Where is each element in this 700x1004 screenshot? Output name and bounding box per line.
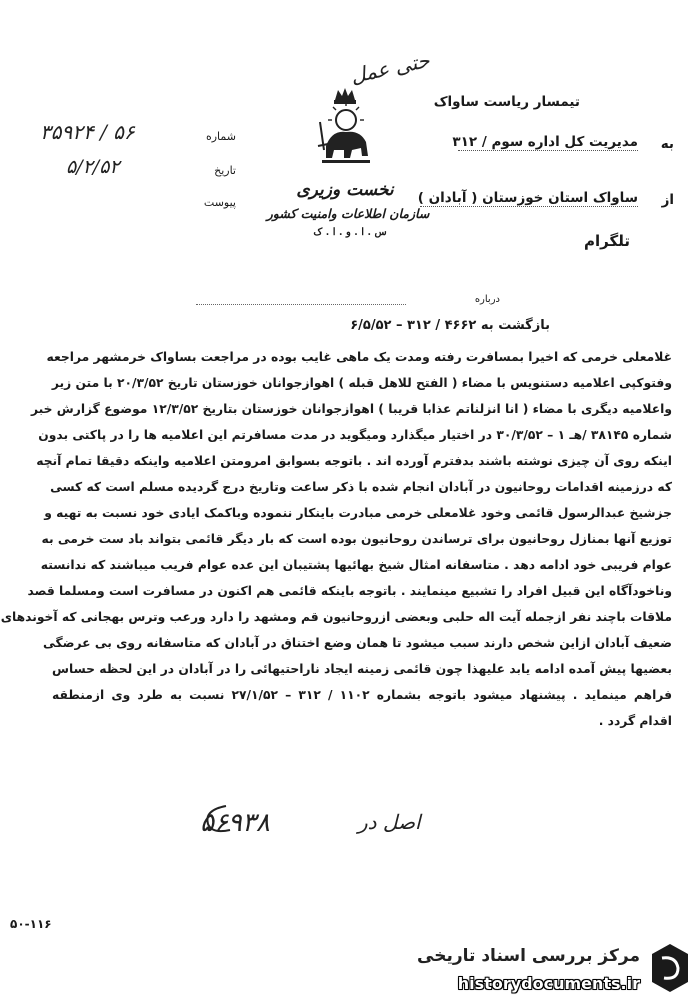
body-line: اقدام گردد . [598,714,672,728]
telegram-label: تلگرام [584,232,630,250]
signature-note: اصل در [358,810,421,834]
emblem-subtitle: سازمان اطلاعات وامنیت کشور [266,206,430,221]
body-line: فراهم مینماید . پیشنهاد میشود باتوجه بشماره ۱۱۰۲ / ۳۱۲ – ۲۷/۱/۵۲ نسبت به طرد وی ازمنطقه [52,688,672,702]
body-line: شماره ۳۸۱۴۵ /هـ ۱ – ۳۰/۳/۵۲ در اختیار میگذارد ومیگوید در مدت مسافرتم این اعلامیه ها را در پاکتی بدون [38,428,672,442]
from-value: ساواک استان خوزستان ( آبادان ) [417,190,638,206]
number-value: ۳۵۹۲۴ / ۵۶ [40,120,135,144]
body-line: جزشیخ عبدالرسول قائمی وخود غلامعلی خرمی مبادرت باینکار ننموده وباکمک ایادی خود نسبت به تهیه و [44,506,672,520]
body-line: ضعیف آبادان ازاین شخص دارند سبب میشود تا همان وضع اختناق در آبادان که متاسفانه روی بی عرضگی [43,636,672,650]
to-label: به [660,136,674,152]
page-number: ۵۰-۱۱۶ [10,917,52,931]
attachment-label: پیوست [203,196,236,209]
to-value: مدیریت کل اداره سوم / ۳۱۲ [452,134,638,150]
subject-dotted-line [196,304,406,305]
archive-logo-icon [650,942,690,994]
body-line: بعضیها پیش آمده ادامه یابد علیهذا چون قائمی زمینه ایجاد ناراحتیهائی را در آبادان در این لحظه حساس [52,662,672,676]
body-line: غلامعلی خرمی که اخیرا بمسافرت رفته ومدت یک ماهی غایب بوده در مراجعت بساواک خرمشهر مراجعه [46,350,672,364]
emblem-abbr: س . ا . و . ا . ک [313,227,387,238]
body-line: وناخودآگاه این قبیل افراد را تشبیع مینمایند . باتوجه باینکه قائمی هم اکنون در مسافرت است ومسلما قصد [27,584,672,598]
number-label: شماره [205,130,236,143]
from-label: از [661,192,674,208]
reference-line: بازگشت به ۴۶۶۲ / ۳۱۲ – ۶/۵/۵۲ [350,318,550,333]
archive-url: historydocuments.ir [457,974,640,993]
body-line: واعلامیه دیگری با مضاء ( انا انزلناتم عذابا قریبا ) اهوازجوانان خوزستان بتاریخ ۱۲/۳/۵۲ موضوع گزارش خبر [30,402,672,416]
addressee-title: تیمسار ریاست ساواک [433,94,580,110]
subject-label: درباره [474,294,500,305]
date-value: ۵/۲/۵۲ [66,156,120,178]
signature-number: ۵۶۹۳۸ [200,808,270,838]
body-line: عوام فریبی خود ادامه دهد . متاسفانه امثال شیخ بهائیها پشتیبان این عده عوام فریب میباشند که ندانسته [40,558,672,572]
body-line: که درزمینه اقدامات روحانیون در آبادان انجام شده با ذکر ساعت وتاریخ درج گردیده مسلم است که کسی [50,480,672,494]
lion-and-sun-emblem-icon [316,86,374,170]
handwritten-note-top: حتی عمل [348,47,432,89]
emblem-title: نخست وزیری [296,180,394,200]
date-label: تاریخ [214,164,236,177]
signature-scribble-icon [196,800,236,840]
body-line: اینکه روی آن چیزی نوشته باشند بدفترم آورده اند . باتوجه بسوابق امرومتن اعلامیه واینکه دقیقا تمام آنچه [36,454,672,468]
body-line: وفتوکپی اعلامیه دستنویس با مضاء ( الفتح للاهل قبله ) اهوازجوانان خوزستان تاریخ ۲۰/۳/۵۲ با متن زیر [51,376,672,390]
body-line: توزیع آنها بمنازل روحانیون برای ترساندن روحانیون بوده است که بار دیگر قائمی بتواند باد ست خرمی به [41,532,672,546]
body-line: ملاقات باچند نفر ازجمله آیت اله حلبی وبعضی ازروحانیون قم ومشهد را دارد ورعب وترس بهجانی که آخوندهای [0,610,672,624]
archive-title: مرکز بررسی اسناد تاریخی [417,946,640,966]
